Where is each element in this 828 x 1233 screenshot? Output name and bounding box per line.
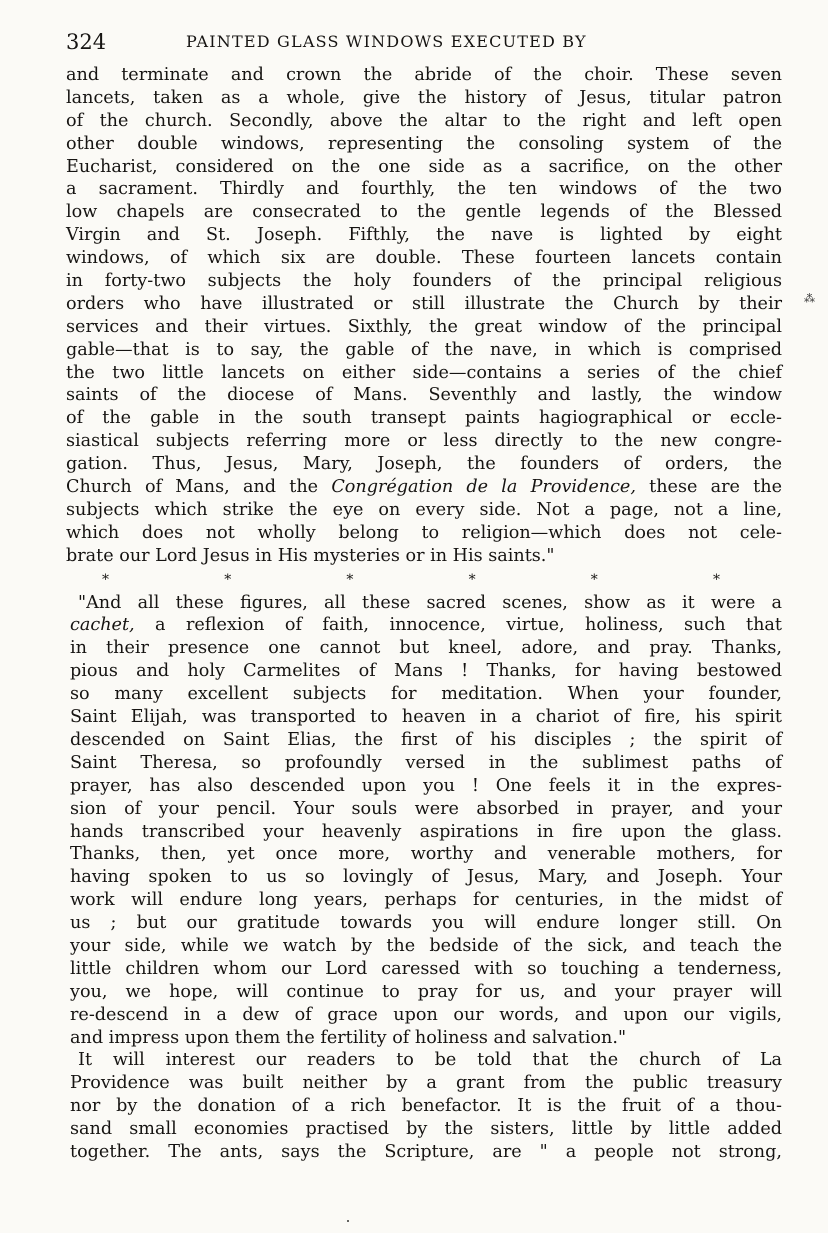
text-line: and impress upon them the fertility of holiness and salvation."	[70, 1027, 627, 1048]
text-line: in their presence one cannot but kneel, adore, and pray. Thanks,	[70, 638, 782, 659]
text-line: other double windows, representing the consoling system of the	[66, 133, 782, 154]
text-line: having spoken to us so lovingly of Jesus, Mary, and Joseph. Your	[70, 867, 782, 888]
page-number: 324	[66, 30, 107, 54]
body-text	[66, 64, 782, 1164]
text-line: siastical subjects referring more or less directly to the new congre-	[66, 431, 782, 452]
italic-title: Congrégation de la Providence,	[331, 477, 636, 498]
text-line: services and their virtues. Sixthly, the great window of the principal	[66, 316, 782, 337]
text-line	[66, 476, 782, 499]
star: *	[590, 571, 598, 588]
text-line: so many excellent subjects for meditation. When your founder,	[70, 684, 782, 705]
text-line: orders who have illustrated or still illustrate the Church by their	[66, 293, 782, 314]
text-line: which does not wholly belong to religion—which does not cele-	[66, 522, 782, 543]
running-title: PAINTED GLASS WINDOWS EXECUTED BY	[186, 32, 587, 51]
text-line: brate our Lord Jesus in His mysteries or in His saints."	[66, 545, 555, 566]
text-line: hands transcribed your heavenly aspirations in fire upon the glass.	[70, 821, 782, 842]
text-line: together. The ants, says the Scripture, are " a people not strong,	[70, 1141, 782, 1162]
text-line: re-descend in a dew of grace upon our words, and upon our vigils,	[70, 1004, 782, 1025]
text-line: a sacrament. Thirdly and fourthly, the ten windows of the two	[66, 179, 782, 200]
running-head	[66, 30, 782, 64]
text-run: these are the	[635, 477, 782, 498]
text-line: you, we hope, will continue to pray for us, and your prayer will	[70, 981, 782, 1002]
text-line: of the church. Secondly, above the altar to the right and left open	[66, 110, 782, 131]
text-line: lancets, taken as a whole, give the history of Jesus, titular patron	[66, 87, 782, 108]
text-line: little children whom our Lord caressed with so touching a tenderness,	[70, 958, 782, 979]
text-line: Saint Theresa, so profoundly versed in the sublimest paths of	[70, 752, 782, 773]
text-line: nor by the donation of a rich benefactor. It is the fruit of a thou-	[70, 1096, 782, 1117]
star: *	[224, 571, 232, 588]
text-line: saints of the diocese of Mans. Seventhly and lastly, the window	[66, 385, 782, 406]
text-line: Providence was built neither by a grant from the public treasury	[70, 1073, 782, 1094]
text-line: gable—that is to say, the gable of the nave, in which is comprised	[66, 339, 782, 360]
text-run: a reflexion of faith, innocence, virtue, holiness, such that	[134, 615, 782, 636]
text-line: subjects which strike the eye on every side. Not a page, not a line,	[66, 499, 782, 520]
paragraph-first-line: It will interest our readers to be told that the church of La	[78, 1050, 782, 1071]
text-line: Thanks, then, yet once more, worthy and venerable mothers, for	[70, 844, 782, 865]
text-line	[66, 614, 782, 637]
text-line: us ; but our gratitude towards you will endure longer still. On	[70, 913, 782, 934]
text-line: pious and holy Carmelites of Mans ! Thanks, for having bestowed	[70, 661, 782, 682]
text-line: sand small economies practised by the sisters, little by little added	[70, 1119, 782, 1140]
text-line: in forty-two subjects the holy founders of the principal religious	[66, 271, 782, 292]
italic-word: cachet,	[70, 615, 135, 636]
text-line: Virgin and St. Joseph. Fifthly, the nave is lighted by eight	[66, 225, 782, 246]
text-line: Eucharist, considered on the one side as a sacrifice, on the other	[66, 156, 782, 177]
star: *	[468, 571, 476, 588]
star: *	[712, 571, 720, 588]
text-run: Church of Mans, and the	[66, 477, 332, 498]
text-line: descended on Saint Elias, the first of his disciples ; the spirit of	[70, 729, 782, 750]
text-line: Saint Elijah, was transported to heaven in a chariot of fire, his spirit	[70, 707, 782, 728]
text-line: of the gable in the south transept paints hagiographical or eccle-	[66, 408, 782, 429]
text-line: sion of your pencil. Your souls were absorbed in prayer, and your	[70, 798, 782, 819]
text-line: and terminate and crown the abride of the choir. These seven	[66, 65, 782, 85]
text-line: windows, of which six are double. These fourteen lancets contain	[66, 248, 782, 269]
text-line: prayer, has also descended upon you ! One feels it in the expres-	[70, 775, 782, 796]
star: *	[102, 571, 109, 588]
text-line: your side, while we watch by the bedside of the sick, and teach the	[70, 935, 782, 956]
paragraph-first-line: "And all these figures, all these sacred scenes, show as it were a	[78, 592, 782, 613]
text-line: gation. Thus, Jesus, Mary, Joseph, the founders of orders, the	[66, 454, 782, 475]
margin-mark: ⁂	[804, 292, 815, 305]
text-line: work will endure long years, perhaps for centuries, in the midst of	[70, 890, 782, 911]
text-line: the two little lancets on either side—contains a series of the chief	[66, 362, 782, 383]
section-break-stars	[66, 568, 782, 592]
star: *	[346, 571, 354, 588]
speck	[347, 1220, 349, 1222]
text-line: low chapels are consecrated to the gentle legends of the Blessed	[66, 202, 782, 223]
